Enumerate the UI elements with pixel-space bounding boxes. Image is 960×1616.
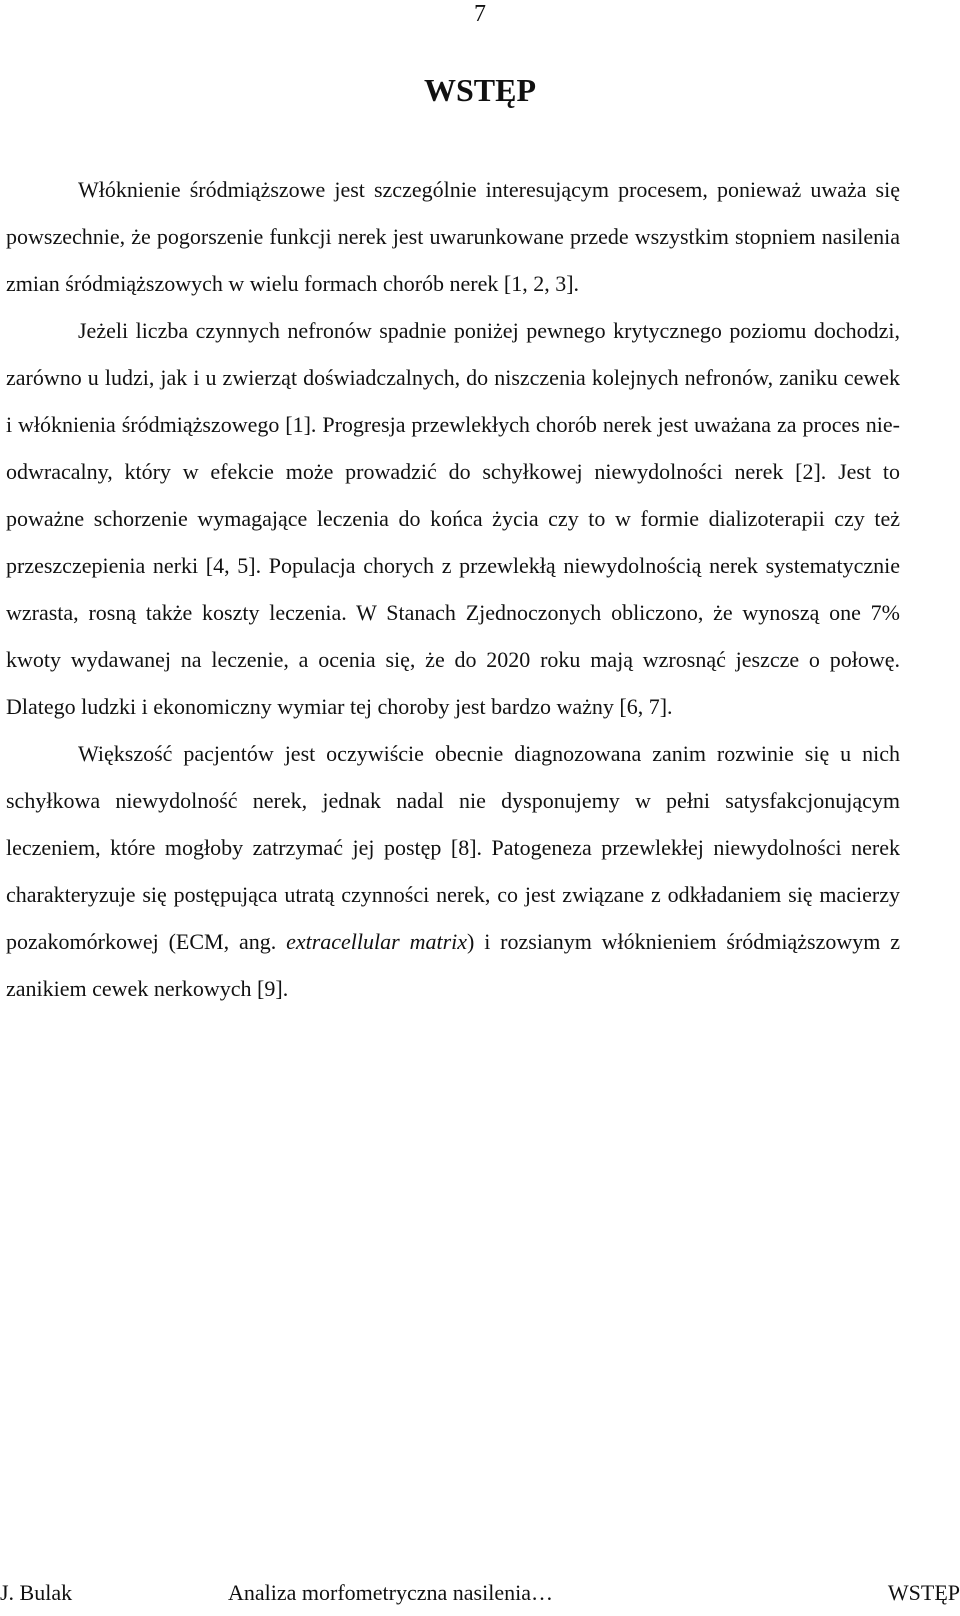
paragraph-3-text-a: Większość pacjentów jest oczywiście obecnie diagnozowana zanim rozwinie się u nich schyłkowa niewydolność nerek, jednak nadal nie dysponujemy w pełni satysfakcjonującym leczeniem, które mogłoby zatrzymać jej postęp [8]. Patogeneza przewlekłej niewydolności nerek charakteryzuje się postępująca utratą czynności nerek, co jest związane z odkładaniem się macierzy pozakomórkowej (ECM, ang.: [6, 741, 900, 954]
footer-author: J. Bulak: [0, 1580, 73, 1605]
footer-running-title: Analiza morfometryczna nasilenia…: [228, 1580, 553, 1605]
paragraph-3: [6, 730, 900, 1012]
paragraph-2: Jeżeli liczba czynnych nefronów spadnie poniżej pewnego krytycznego poziomu dochodzi, zarówno u ludzi, jak i u zwierząt doświadczalnych, do niszczenia kolejnych nefronów, zaniku cewek i włóknienia śródmiąższowego [1]. Progresja przewlekłych chorób nerek jest uważana za proces nie-odwracalny, który w efekcie może prowadzić do schyłkowej niewydolności nerek [2]. Jest to poważne schorzenie wymagające leczenia do końca życia czy to w formie dializoterapii czy też przeszczepienia nerki [4, 5]. Populacja chorych z przewlekłą niewydolnością nerek systematycznie wzrasta, rosną także koszty leczenia. W Stanach Zjednoczonych obliczono, że wynoszą one 7% kwoty wydawanej na leczenie, a ocenia się, że do 2020 roku mają wzrosnąć jeszcze o połowę. Dlatego ludzki i ekonomiczny wymiar tej choroby jest bardzo ważny [6, 7].: [6, 318, 900, 719]
paragraph-1: Włóknienie śródmiąższowe jest szczególnie interesującym procesem, ponieważ uważa się powszechnie, że pogorszenie funkcji nerek jest uwarunkowane przede wszystkim stopniem nasilenia zmian śródmiąższowych w wielu formach chorób nerek [1, 2, 3].: [6, 177, 900, 296]
footer-section: WSTĘP: [887, 1580, 960, 1605]
page-title: WSTĘP: [423, 72, 537, 108]
page-footer: [0, 1578, 960, 1608]
paragraph-3-text-b: ) i rozsianym włóknieniem śródmiąższowym z zanikiem cewek nerkowych [9].: [6, 929, 900, 1001]
paragraph-3-italic-term: extracellular matrix: [286, 929, 468, 954]
page-number: 7: [474, 1, 486, 27]
body-text: [6, 166, 900, 1012]
